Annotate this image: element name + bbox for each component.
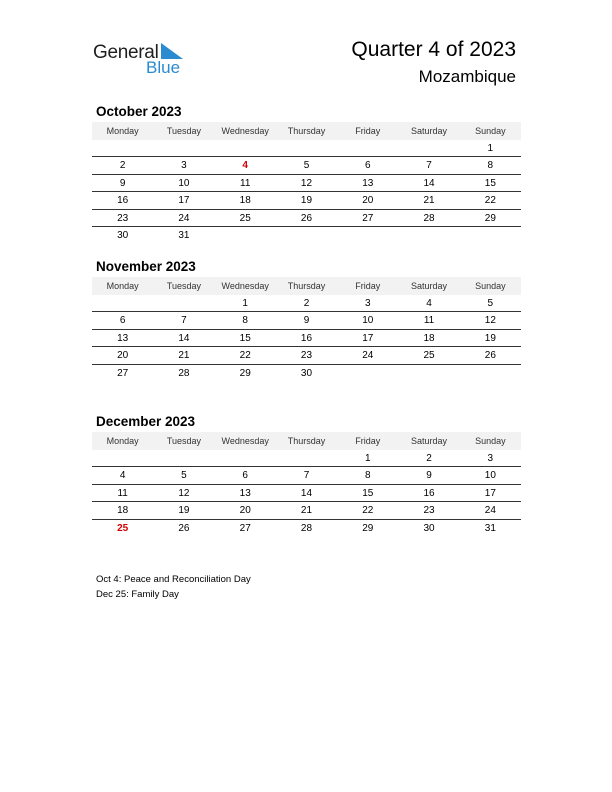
day-cell: 15 <box>239 332 251 344</box>
day-cell: 8 <box>487 160 494 172</box>
day-cell: 27 <box>362 212 374 224</box>
day-cell: 15 <box>362 487 374 499</box>
day-cell <box>398 365 459 382</box>
day-cell: 28 <box>423 212 435 224</box>
weekday-label: Wednesday <box>221 281 269 291</box>
day-cell: 29 <box>239 367 251 379</box>
day-cell: 3 <box>364 298 371 309</box>
month-title: October 2023 <box>96 104 182 119</box>
day-cell: 13 <box>362 177 374 189</box>
day-cell <box>276 450 337 466</box>
day-cell <box>92 140 153 156</box>
day-cell: 26 <box>178 522 190 534</box>
day-cell: 28 <box>300 522 313 534</box>
day-cell <box>215 450 276 466</box>
day-cell <box>215 140 276 156</box>
day-cell: 3 <box>487 453 494 464</box>
week-row <box>92 502 521 519</box>
day-cell: 18 <box>239 195 251 207</box>
day-cell: 19 <box>178 505 190 517</box>
day-cell: 23 <box>300 350 313 362</box>
day-cell: 20 <box>362 195 374 207</box>
day-cell <box>460 365 521 382</box>
day-cell: 15 <box>484 177 496 189</box>
weekday-label: Friday <box>355 281 381 291</box>
generalblue-logo <box>93 40 193 80</box>
day-cell: 11 <box>240 177 251 189</box>
day-cell: 30 <box>423 522 435 534</box>
week-row <box>92 485 521 502</box>
month-calendar <box>92 412 521 537</box>
day-cell: 19 <box>300 195 313 207</box>
day-cell: 1 <box>364 453 371 464</box>
day-cell: 29 <box>362 522 374 534</box>
day-cell: 27 <box>239 522 251 534</box>
week-row <box>92 157 521 174</box>
day-cell: 3 <box>181 160 187 172</box>
day-cell: 13 <box>117 332 129 344</box>
day-cell: 24 <box>362 350 374 362</box>
weekday-label: Wednesday <box>221 126 269 136</box>
weekday-label: Wednesday <box>221 436 269 446</box>
day-cell <box>276 227 337 244</box>
logo-word-general: General <box>93 42 159 63</box>
weekday-header-row <box>92 432 521 450</box>
weekday-label: Friday <box>355 436 381 446</box>
day-cell: 5 <box>487 298 494 309</box>
weekday-label: Tuesday <box>166 126 202 136</box>
day-cell <box>460 227 521 244</box>
day-cell <box>276 140 337 156</box>
day-cell: 16 <box>423 487 435 499</box>
month-title: November 2023 <box>96 259 196 274</box>
day-cell: 6 <box>242 470 248 482</box>
weekday-label: Monday <box>106 126 139 136</box>
weekday-label: Thursday <box>287 436 326 446</box>
day-cell <box>398 227 459 244</box>
day-cell: 24 <box>178 212 190 224</box>
day-cell: 9 <box>119 177 126 189</box>
day-cell <box>153 140 214 156</box>
week-row <box>92 192 521 209</box>
day-cell <box>215 227 276 244</box>
day-cell: 17 <box>484 487 496 499</box>
weekday-label: Thursday <box>287 281 326 291</box>
day-cell: 23 <box>117 212 129 224</box>
weekday-label: Tuesday <box>166 281 202 291</box>
day-cell: 11 <box>423 315 435 327</box>
day-cell: 20 <box>239 505 251 517</box>
day-cell: 21 <box>178 350 190 362</box>
week-row <box>92 312 521 329</box>
day-cell: 2 <box>119 160 126 172</box>
weekday-label: Saturday <box>411 126 448 136</box>
day-cell: 18 <box>423 332 435 344</box>
day-cell: 25 <box>423 350 435 362</box>
holiday-day-cell: 4 <box>242 160 248 172</box>
weekday-header-row <box>92 277 521 295</box>
day-cell: 20 <box>117 350 129 362</box>
week-row <box>92 467 521 484</box>
week-row <box>92 295 521 312</box>
day-cell: 23 <box>423 505 435 517</box>
day-cell: 21 <box>300 505 313 517</box>
day-cell: 7 <box>426 160 432 172</box>
day-cell: 8 <box>364 470 371 482</box>
day-cell: 24 <box>484 505 496 517</box>
weekday-label: Monday <box>106 436 139 446</box>
holiday-note: Dec 25: Family Day <box>96 588 179 600</box>
country-subtitle: Mozambique <box>418 67 516 86</box>
day-cell: 10 <box>362 315 374 327</box>
day-cell: 10 <box>178 177 190 189</box>
day-cell: 16 <box>117 195 129 207</box>
day-cell: 12 <box>484 315 496 327</box>
weekday-label: Friday <box>355 126 381 136</box>
day-cell <box>337 140 398 156</box>
day-cell: 9 <box>303 315 310 327</box>
day-cell: 7 <box>181 315 187 327</box>
day-cell: 17 <box>178 195 190 207</box>
day-cell: 5 <box>303 160 310 172</box>
day-cell: 2 <box>426 453 432 464</box>
day-cell: 5 <box>181 470 187 482</box>
day-cell: 6 <box>119 315 126 327</box>
day-cell: 26 <box>300 212 313 224</box>
day-cell: 21 <box>423 195 435 207</box>
weekday-label: Sunday <box>475 126 506 136</box>
day-cell: 11 <box>117 487 128 499</box>
day-cell <box>153 450 214 466</box>
day-cell <box>92 450 153 466</box>
day-cell <box>398 140 459 156</box>
day-cell: 1 <box>242 298 248 309</box>
day-cell: 22 <box>484 195 496 207</box>
day-cell: 30 <box>300 367 313 379</box>
day-cell <box>92 295 153 311</box>
month-calendar <box>92 102 521 244</box>
day-cell: 26 <box>484 350 496 362</box>
day-cell: 14 <box>178 332 190 344</box>
week-row <box>92 450 521 467</box>
day-cell <box>153 295 214 311</box>
day-cell: 9 <box>426 470 432 482</box>
day-cell: 28 <box>178 367 190 379</box>
day-cell: 14 <box>300 487 313 499</box>
weekday-label: Sunday <box>475 436 506 446</box>
weekday-label: Monday <box>106 281 139 291</box>
day-cell: 18 <box>117 505 129 517</box>
day-cell: 22 <box>239 350 251 362</box>
holiday-notes <box>96 573 251 602</box>
day-cell: 4 <box>426 298 432 309</box>
day-cell: 1 <box>487 143 494 154</box>
page-title: Quarter 4 of 2023 <box>351 38 516 61</box>
day-cell: 10 <box>484 470 496 482</box>
week-row <box>92 520 521 537</box>
week-row <box>92 210 521 227</box>
month-calendar <box>92 257 521 382</box>
week-row <box>92 365 521 382</box>
week-row <box>92 330 521 347</box>
day-cell: 12 <box>178 487 190 499</box>
day-cell: 25 <box>239 212 251 224</box>
day-cell: 31 <box>484 522 496 534</box>
day-cell: 16 <box>300 332 313 344</box>
holiday-day-cell: 25 <box>117 522 129 534</box>
weekday-header-row <box>92 122 521 140</box>
week-row <box>92 347 521 364</box>
day-cell: 22 <box>362 505 374 517</box>
day-cell: 30 <box>117 229 129 241</box>
month-title: December 2023 <box>96 414 196 429</box>
day-cell: 6 <box>364 160 371 172</box>
day-cell: 8 <box>242 315 248 327</box>
day-cell: 2 <box>303 298 310 309</box>
day-cell <box>337 365 398 382</box>
day-cell: 14 <box>423 177 435 189</box>
week-row <box>92 140 521 157</box>
weekday-label: Thursday <box>287 126 326 136</box>
weekday-label: Tuesday <box>166 436 202 446</box>
day-cell: 31 <box>178 229 190 241</box>
weekday-label: Sunday <box>475 281 506 291</box>
weekday-label: Saturday <box>411 281 448 291</box>
day-cell: 19 <box>484 332 496 344</box>
day-cell <box>337 227 398 244</box>
logo-word-blue: Blue <box>146 58 181 77</box>
day-cell: 13 <box>239 487 251 499</box>
holiday-note: Oct 4: Peace and Reconciliation Day <box>96 574 251 585</box>
weekday-label: Saturday <box>411 436 448 446</box>
day-cell: 29 <box>484 212 496 224</box>
day-cell: 7 <box>303 470 310 482</box>
week-row <box>92 175 521 192</box>
day-cell: 4 <box>119 470 126 482</box>
day-cell: 17 <box>362 332 374 344</box>
day-cell: 27 <box>117 367 129 379</box>
week-row <box>92 227 521 244</box>
day-cell: 12 <box>300 177 313 189</box>
